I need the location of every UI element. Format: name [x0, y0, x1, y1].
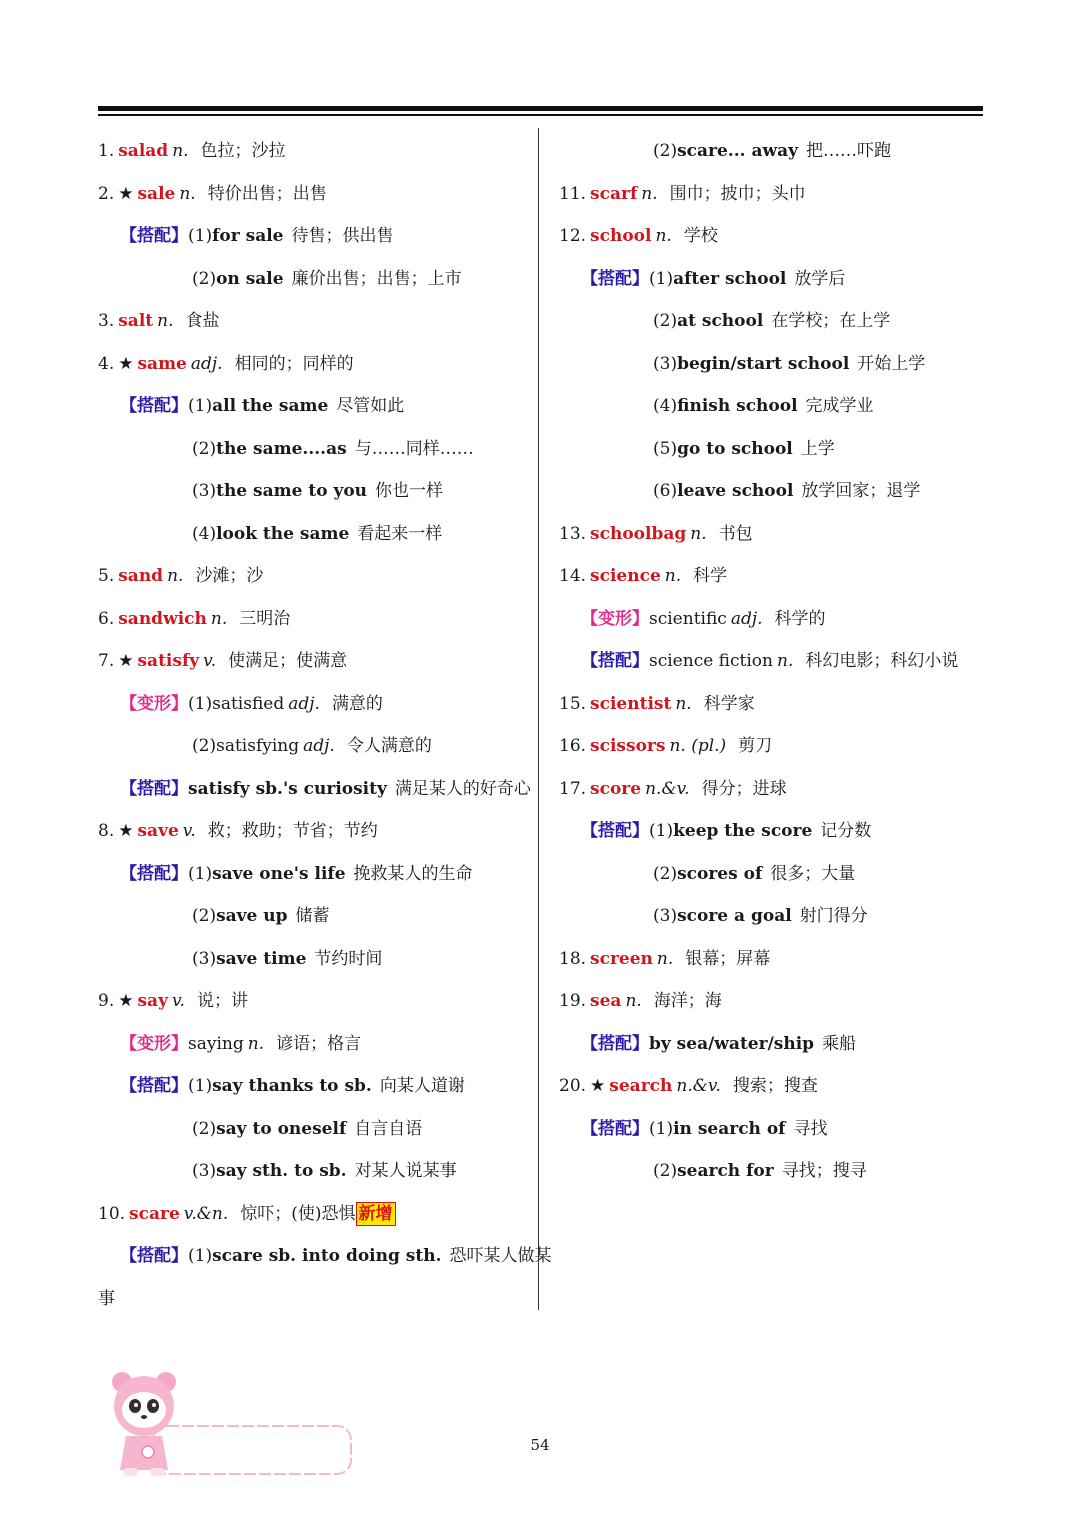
- item-prefix: (4): [653, 396, 678, 416]
- vocab-subentry: [559, 1150, 989, 1193]
- entry-number: 9.: [98, 991, 115, 1011]
- vocab-entry: [98, 980, 528, 1023]
- part-of-speech: n.: [641, 183, 658, 204]
- meaning: 满足某人的好奇心: [394, 778, 531, 799]
- vocab-entry: [559, 1065, 989, 1108]
- part-of-speech: n.: [157, 311, 174, 331]
- entry-number: 15.: [559, 693, 587, 714]
- phrase: say to oneself: [216, 1118, 347, 1139]
- right-column: [559, 130, 989, 1193]
- meaning: 三明治: [239, 608, 291, 629]
- meaning: 节约时间: [314, 948, 383, 969]
- category-tag: 【搭配】: [581, 821, 649, 841]
- item-prefix: (1): [188, 396, 213, 416]
- item-prefix: (2): [192, 906, 217, 926]
- header-rule-thin: [98, 114, 983, 116]
- headword: sea: [590, 991, 622, 1011]
- entry-number: 19.: [559, 991, 587, 1011]
- part-of-speech: v.: [203, 651, 217, 671]
- meaning: 自言自语: [354, 1118, 423, 1139]
- vocab-subentry: [559, 1023, 989, 1066]
- headword: salt: [118, 311, 154, 331]
- headword: science: [590, 566, 661, 586]
- meaning: 围巾；披巾；头巾: [669, 183, 806, 204]
- meaning: 寻找: [793, 1118, 828, 1139]
- phrase: begin/start school: [677, 353, 850, 374]
- item-prefix: (1): [188, 226, 213, 246]
- entry-number: 4.: [98, 353, 115, 374]
- part-of-speech: n.: [625, 991, 642, 1011]
- vocab-entry: [98, 343, 528, 386]
- part-of-speech: n. (pl.): [669, 736, 727, 756]
- item-prefix: (4): [192, 523, 217, 544]
- meaning: 科学家: [703, 693, 755, 714]
- category-tag: 【变形】: [581, 608, 649, 629]
- meaning: 剪刀: [738, 736, 773, 756]
- item-prefix: (2): [653, 1161, 678, 1181]
- phrase: at school: [677, 311, 764, 331]
- meaning: 色拉；沙拉: [200, 141, 286, 161]
- part-of-speech: n.: [172, 141, 189, 161]
- vocab-subentry: [559, 810, 989, 853]
- headword: save: [137, 821, 179, 841]
- vocab-entry: [98, 1193, 528, 1236]
- meaning: 向某人道谢: [379, 1076, 465, 1096]
- phrase: for sale: [212, 226, 284, 246]
- entry-number: 1.: [98, 141, 115, 161]
- meaning: 尽管如此: [336, 396, 405, 416]
- meaning: 救；救助；节省；节约: [207, 821, 378, 841]
- part-of-speech: adj.: [190, 353, 223, 374]
- meaning: 食盐: [185, 311, 220, 331]
- part-of-speech: n.&v.: [676, 1076, 721, 1096]
- page-number: 54: [530, 1436, 550, 1454]
- phrase: saying: [188, 1033, 244, 1054]
- entry-number: 2.: [98, 183, 115, 204]
- vocab-subentry: [98, 513, 528, 556]
- category-tag: 【搭配】: [581, 1033, 649, 1054]
- headword: satisfy: [137, 651, 200, 671]
- meaning: 挽救某人的生命: [353, 863, 473, 884]
- part-of-speech: adj.: [288, 693, 320, 714]
- headword: same: [137, 353, 187, 374]
- meaning: 记分数: [820, 821, 872, 841]
- vocab-subentry: [98, 1065, 528, 1108]
- vocab-subentry: [98, 258, 528, 301]
- category-tag: 【变形】: [120, 1033, 188, 1054]
- entry-number: 17.: [559, 778, 587, 799]
- vocab-subentry: [98, 470, 528, 513]
- meaning: 完成学业: [805, 396, 874, 416]
- meaning: 乘船: [822, 1033, 857, 1054]
- header-rule-thick: [98, 106, 983, 111]
- part-of-speech: n.: [664, 566, 682, 586]
- meaning: 开始上学: [857, 353, 926, 374]
- category-tag: 【搭配】: [120, 226, 188, 246]
- left-column: [98, 130, 552, 1320]
- meaning: 学校: [683, 226, 718, 246]
- meaning: 上学: [800, 438, 835, 459]
- phrase: satisfied: [212, 693, 285, 714]
- meaning: 科学: [693, 566, 728, 586]
- star-icon: ★: [118, 651, 134, 671]
- vocab-entry: [559, 980, 989, 1023]
- item-prefix: (3): [192, 1161, 217, 1181]
- vocab-subentry: [98, 1150, 528, 1193]
- vocab-entry: [559, 725, 989, 768]
- category-tag: 【搭配】: [120, 778, 188, 799]
- entry-number: 3.: [98, 311, 115, 331]
- meaning: 对某人说某事: [354, 1161, 457, 1181]
- part-of-speech: v.&n.: [183, 1203, 229, 1224]
- vocab-subentry: [559, 640, 989, 683]
- vocab-subentry: [559, 343, 989, 386]
- meaning: 寻找；搜寻: [781, 1161, 867, 1181]
- part-of-speech: v.: [182, 821, 196, 841]
- vocab-subentry: [98, 683, 528, 726]
- meaning: 科学的: [774, 608, 826, 629]
- part-of-speech: n.: [655, 226, 672, 246]
- star-icon: ★: [118, 183, 134, 204]
- vocab-entry: [559, 513, 989, 556]
- part-of-speech: n.&v.: [645, 778, 690, 799]
- entry-number: 6.: [98, 608, 115, 629]
- meaning: 说；讲: [196, 991, 248, 1011]
- category-tag: 【变形】: [120, 693, 188, 714]
- vocab-subentry: [98, 1023, 528, 1066]
- headword: school: [590, 226, 652, 246]
- meaning: 谚语；格言: [276, 1033, 362, 1054]
- headword: salad: [118, 141, 169, 161]
- vocab-entry: [559, 938, 989, 981]
- phrase: by sea/water/ship: [649, 1033, 815, 1054]
- item-prefix: (6): [653, 481, 678, 501]
- vocab-subentry: [559, 895, 989, 938]
- new-badge: 新增: [356, 1202, 396, 1226]
- vocab-subentry: [559, 598, 989, 641]
- headword: sale: [137, 183, 176, 204]
- meaning: 科幻电影；科幻小说: [805, 651, 959, 671]
- meaning: 与……同样……: [354, 438, 474, 459]
- part-of-speech: adj.: [730, 608, 763, 629]
- entry-number: 10.: [98, 1203, 126, 1224]
- vocab-subentry: [98, 215, 528, 258]
- headword: screen: [590, 948, 653, 969]
- vocab-subentry: [98, 428, 528, 471]
- vocab-entry: [98, 173, 528, 216]
- phrase: keep the score: [673, 821, 813, 841]
- meaning: 把……吓跑: [806, 141, 892, 161]
- meaning: 得分；进球: [701, 778, 787, 799]
- vocab-entry: [559, 215, 989, 258]
- vocab-subentry: [559, 428, 989, 471]
- entry-number: 11.: [559, 183, 587, 204]
- phrase: the same....as: [216, 438, 347, 459]
- part-of-speech: v.: [171, 991, 185, 1011]
- continuation-text: [98, 1278, 528, 1321]
- vocab-entry: [559, 683, 989, 726]
- meaning: 储蓄: [295, 906, 330, 926]
- item-prefix: (3): [192, 481, 217, 501]
- vocab-subentry: [559, 130, 989, 173]
- entry-number: 14.: [559, 566, 587, 586]
- phrase: save time: [216, 948, 307, 969]
- meaning: 使满足；使满意: [228, 651, 348, 671]
- vocab-entry: [559, 768, 989, 811]
- vocab-subentry: [559, 385, 989, 428]
- meaning: 沙滩；沙: [195, 566, 264, 586]
- star-icon: ★: [118, 821, 134, 841]
- part-of-speech: n.: [690, 523, 707, 544]
- headword: scarf: [590, 183, 638, 204]
- phrase: the same to you: [216, 481, 368, 501]
- phrase: all the same: [212, 396, 329, 416]
- headword: say: [137, 991, 168, 1011]
- part-of-speech: n.: [656, 948, 674, 969]
- phrase: scores of: [677, 863, 763, 884]
- part-of-speech: n.: [675, 693, 692, 714]
- meaning: 在学校；在上学: [771, 311, 891, 331]
- panda-mascot-icon: [108, 1370, 358, 1480]
- phrase: look the same: [216, 523, 350, 544]
- headword: sand: [118, 566, 164, 586]
- entry-number: 7.: [98, 651, 115, 671]
- headword: sandwich: [118, 608, 207, 629]
- item-prefix: (1): [188, 693, 213, 714]
- phrase: leave school: [677, 481, 794, 501]
- item-prefix: (1): [649, 1118, 674, 1139]
- meaning: 海洋；海: [653, 991, 722, 1011]
- meaning: 惊吓；(使)恐惧: [240, 1203, 356, 1224]
- item-prefix: (2): [192, 736, 217, 756]
- vocab-subentry: [559, 470, 989, 513]
- item-prefix: (2): [192, 438, 217, 459]
- meaning: 相同的；同样的: [234, 353, 354, 374]
- item-prefix: (3): [653, 906, 678, 926]
- entry-number: 18.: [559, 948, 587, 969]
- headword: scare: [129, 1203, 180, 1224]
- meaning: 书包: [718, 523, 753, 544]
- meaning: 令人满意的: [346, 736, 432, 756]
- vocab-subentry: [559, 300, 989, 343]
- item-prefix: (2): [192, 268, 217, 289]
- phrase: scare sb. into doing sth.: [212, 1246, 442, 1266]
- headword: scissors: [590, 736, 666, 756]
- item-prefix: (2): [653, 863, 678, 884]
- part-of-speech: n.: [210, 608, 228, 629]
- vocab-entry: [559, 555, 989, 598]
- vocab-entry: [98, 555, 528, 598]
- star-icon: ★: [118, 991, 134, 1011]
- entry-number: 13.: [559, 523, 587, 544]
- part-of-speech: n.: [167, 566, 184, 586]
- star-icon: ★: [118, 353, 134, 374]
- part-of-speech: n.: [247, 1033, 265, 1054]
- category-tag: 【搭配】: [581, 1118, 649, 1139]
- phrase: score a goal: [677, 906, 792, 926]
- item-prefix: (5): [653, 438, 678, 459]
- meaning: 放学回家；退学: [801, 481, 921, 501]
- entry-number: 5.: [98, 566, 115, 586]
- part-of-speech: adj.: [303, 736, 335, 756]
- meaning: 银幕；屏幕: [685, 948, 771, 969]
- item-prefix: (2): [192, 1118, 217, 1139]
- vocab-entry: [98, 810, 528, 853]
- phrase: satisfy sb.'s curiosity: [188, 778, 387, 799]
- vocab-subentry: [559, 1108, 989, 1151]
- item-prefix: (1): [649, 821, 674, 841]
- category-tag: 【搭配】: [120, 1246, 188, 1266]
- vocab-entry: [559, 173, 989, 216]
- meaning: 看起来一样: [357, 523, 443, 544]
- headword: score: [590, 778, 642, 799]
- phrase: search for: [677, 1161, 774, 1181]
- phrase: after school: [673, 268, 787, 289]
- phrase: scare... away: [677, 141, 799, 161]
- phrase: in search of: [673, 1118, 786, 1139]
- item-prefix: (1): [649, 268, 674, 289]
- item-prefix: (3): [192, 948, 217, 969]
- category-tag: 【搭配】: [581, 651, 649, 671]
- phrase: say sth. to sb.: [216, 1161, 347, 1181]
- meaning: 很多；大量: [770, 863, 856, 884]
- meaning: 特价出售；出售: [207, 183, 327, 204]
- vocab-entry: [98, 130, 528, 173]
- vocab-subentry: [559, 853, 989, 896]
- vocab-subentry: [98, 385, 528, 428]
- meaning: 搜索；搜查: [732, 1076, 818, 1096]
- part-of-speech: n.: [179, 183, 196, 204]
- meaning: 恐吓某人做某: [449, 1246, 552, 1266]
- meaning: 满意的: [331, 693, 383, 714]
- category-tag: 【搭配】: [581, 268, 649, 289]
- vocab-subentry: [98, 895, 528, 938]
- headword: schoolbag: [590, 523, 687, 544]
- continued-text: 事: [98, 1288, 115, 1309]
- phrase: scientific: [649, 608, 727, 629]
- phrase: science fiction: [649, 651, 773, 671]
- column-divider: [538, 128, 539, 1310]
- vocab-subentry: [559, 258, 989, 301]
- item-prefix: (3): [653, 353, 678, 374]
- phrase: go to school: [677, 438, 793, 459]
- vocab-entry: [98, 300, 528, 343]
- entry-number: 12.: [559, 226, 587, 246]
- meaning: 放学后: [794, 268, 846, 289]
- phrase: finish school: [677, 396, 798, 416]
- vocab-subentry: [98, 1235, 552, 1278]
- item-prefix: (1): [188, 1246, 213, 1266]
- vocab-subentry: [98, 725, 528, 768]
- phrase: save up: [216, 906, 288, 926]
- item-prefix: (1): [188, 863, 213, 884]
- item-prefix: (2): [653, 311, 678, 331]
- meaning: 廉价出售；出售；上市: [291, 268, 462, 289]
- phrase: on sale: [216, 268, 284, 289]
- category-tag: 【搭配】: [120, 396, 188, 416]
- vocab-subentry: [98, 768, 531, 811]
- phrase: satisfying: [216, 736, 300, 756]
- category-tag: 【搭配】: [120, 863, 188, 884]
- headword: scientist: [590, 693, 672, 714]
- category-tag: 【搭配】: [120, 1076, 188, 1096]
- phrase: save one's life: [212, 863, 346, 884]
- vocab-entry: [98, 598, 528, 641]
- vocab-entry: [98, 640, 528, 683]
- vocab-subentry: [98, 1108, 528, 1151]
- headword: search: [609, 1076, 673, 1096]
- entry-number: 20.: [559, 1076, 587, 1096]
- item-prefix: (1): [188, 1076, 213, 1096]
- meaning: 待售；供出售: [291, 226, 394, 246]
- entry-number: 8.: [98, 821, 115, 841]
- part-of-speech: n.: [777, 651, 794, 671]
- phrase: say thanks to sb.: [212, 1076, 372, 1096]
- meaning: 射门得分: [799, 906, 868, 926]
- meaning: 你也一样: [375, 481, 444, 501]
- vocab-subentry: [98, 853, 528, 896]
- entry-number: 16.: [559, 736, 587, 756]
- star-icon: ★: [590, 1076, 606, 1096]
- vocab-subentry: [98, 938, 528, 981]
- item-prefix: (2): [653, 141, 678, 161]
